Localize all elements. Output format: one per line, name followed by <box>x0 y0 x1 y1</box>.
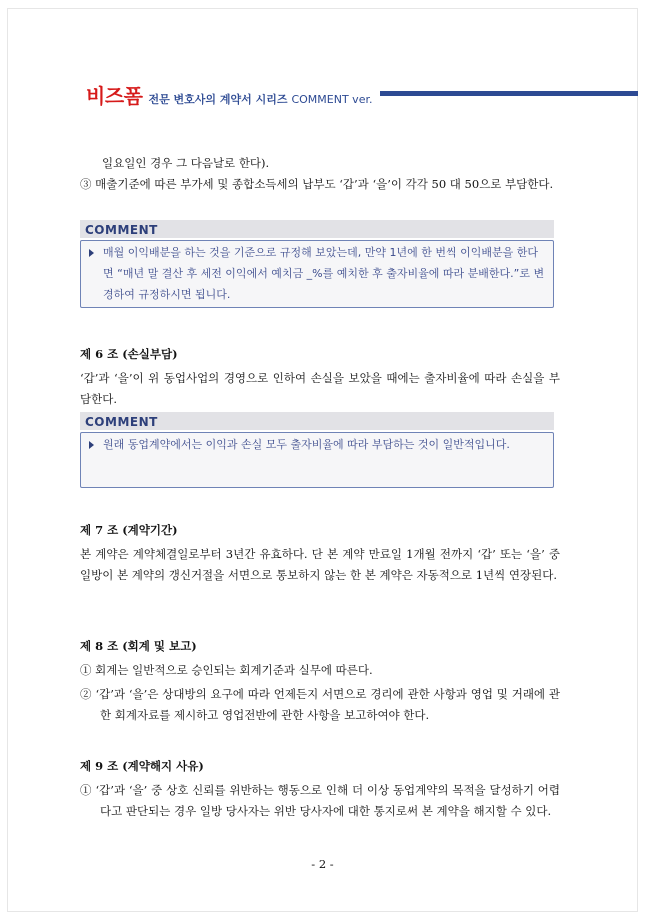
series-version: COMMENT ver. <box>291 93 373 106</box>
item-text: ‘갑’과 ‘을’ 중 상호 신뢰를 위반하는 행동으로 인해 더 이상 동업계약의 목적을 달성하기 어렵다고 판단되는 경우 일방 당사자는 위반 당사자에 대한 통지로써 본 계약을 해지할 수 있다. <box>95 783 560 818</box>
comment-block-2 <box>80 410 560 490</box>
article-title: 제 7 조 (계약기간) <box>80 523 178 537</box>
item-number: ① <box>80 783 92 797</box>
item-text: 회계는 일반적으로 승인되는 회계기준과 실무에 따른다. <box>95 663 373 677</box>
comment-text: 원래 동업계약에서는 이익과 손실 모두 출자비율에 따라 부담하는 것이 일반적입니다. <box>103 438 510 451</box>
article-text: ‘갑’과 ‘을’이 위 동업사업의 경영으로 인하여 손실을 보았을 때에는 출자비율에 따라 손실을 부담한다. <box>80 371 560 406</box>
page-header <box>86 80 638 108</box>
clause-item <box>80 174 560 195</box>
comment-box <box>80 240 554 308</box>
item-text: 매출기준에 따른 부가세 및 종합소득세의 납부도 ‘갑’과 ‘을’이 각각 50 대 50으로 부담한다. <box>95 177 554 191</box>
clause-item <box>80 780 560 822</box>
article-text: 본 계약은 계약체결일로부터 3년간 유효하다. 단 본 계약 만료일 1개월 전까지 ‘갑’ 또는 ‘을’ 중 일방이 본 계약의 갱신거절을 서면으로 통보하지 않는 한 본 계약은 자동적으로 1년씩 연장된다. <box>80 547 560 582</box>
brand-logo: 비즈폼 <box>86 84 143 108</box>
continued-line: 일요일인 경우 그 다음날로 한다). <box>102 156 270 170</box>
article-6 <box>80 344 560 410</box>
article-title: 제 9 조 (계약해지 사유) <box>80 759 204 773</box>
page-number: - 2 - <box>311 857 334 871</box>
clause-item <box>80 684 560 726</box>
item-number: ① <box>80 663 92 677</box>
comment-box <box>80 432 554 488</box>
article-8 <box>80 636 560 726</box>
clause-item <box>80 660 560 681</box>
article-title: 제 6 조 (손실부담) <box>80 347 178 361</box>
series-title: 전문 변호사의 계약서 시리즈 <box>148 93 288 106</box>
article-7 <box>80 520 560 586</box>
top-section <box>80 153 560 195</box>
item-number: ② <box>80 687 92 701</box>
comment-label: COMMENT <box>85 415 158 429</box>
header-title <box>86 80 380 108</box>
triangle-bullet-icon <box>89 441 94 449</box>
comment-text: 매월 이익배분을 하는 것을 기준으로 규정해 보았는데, 만약 1년에 한 번씩 이익배분을 한다면 “매년 말 결산 후 세전 이익에서 예치금 _%를 예치한 후 출자비율에 따라 분배한다.”로 변경하여 규정하시면 됩니다. <box>103 246 545 301</box>
item-number: ③ <box>80 177 92 191</box>
triangle-bullet-icon <box>89 249 94 257</box>
item-text: ‘갑’과 ‘을’은 상대방의 요구에 따라 언제든지 서면으로 경리에 관한 사항과 영업 및 거래에 관한 회계자료를 제시하고 영업전반에 관한 사항을 보고하여야 한다. <box>95 687 560 722</box>
article-9 <box>80 756 560 822</box>
comment-label: COMMENT <box>85 223 158 237</box>
article-title: 제 8 조 (회계 및 보고) <box>80 639 197 653</box>
comment-block-1 <box>80 218 560 310</box>
